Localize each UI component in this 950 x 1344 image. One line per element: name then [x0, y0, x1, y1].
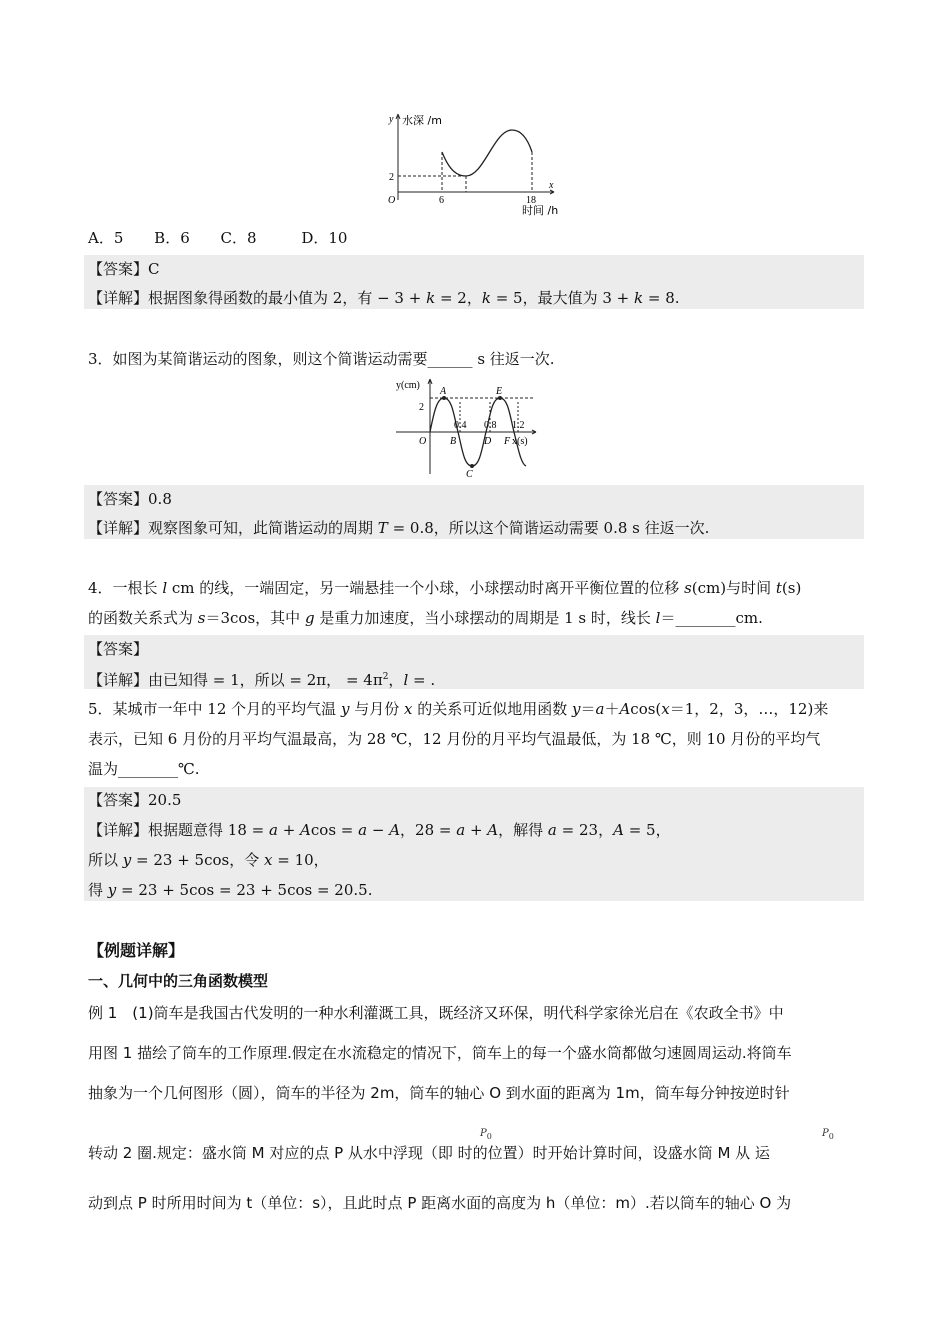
- y-tick-2: 2: [419, 402, 424, 413]
- section-title: 一、几何中的三角函数模型: [88, 972, 269, 990]
- point-a-label: A: [440, 386, 447, 397]
- y-axis-unit: 水深 /m: [402, 114, 442, 127]
- q2-detail: 【详解】根据图象得函数的最小值为 2，有 − 3 + k = 2，k = 5，最大值为 3 + k = 8.: [88, 289, 680, 307]
- q4-question-line2: 的函数关系式为 s＝3cos，其中 g 是重力加速度，当小球摆动的周期是 1 s 时，线长 l＝________cm.: [88, 609, 763, 627]
- point-c-label: C: [466, 469, 473, 480]
- point-b-label: B: [450, 436, 457, 447]
- depth-curve: [442, 130, 532, 176]
- q5-question-line3: 温为________℃.: [88, 760, 200, 778]
- q4-detail: 【详解】由已知得 = 1，所以 = 2π， = $4\pi^2$，l = .: [88, 671, 436, 689]
- q5-detail-line1: 【详解】根据题意得 18 = a + Acos = a − A，28 = a + A，解得 a = 23，A = 5，: [88, 821, 671, 839]
- q4-question-line1: 4．一根长 l cm 的线，一端固定，另一端悬挂一个小球，小球摆动时离开平衡位置的位移 s(cm)与时间 t(s): [88, 579, 802, 597]
- q5-answer: 【答案】20.5: [88, 791, 182, 809]
- q5-detail-line3: 得 y = 23 + 5cos = 23 + 5cos = 20.5.: [88, 881, 373, 899]
- x-axis-label: x(s): [512, 436, 528, 447]
- option-d: D．10: [301, 229, 348, 247]
- water-depth-figure: [386, 110, 566, 220]
- q3-detail: 【详解】观察图象可知，此简谐运动的周期 T = 0.8，所以这个简谐运动需要 0.8 s 往返一次.: [88, 519, 710, 537]
- example-line3: 抽象为一个几何图形（圆），筒车的半径为 2m，筒车的轴心 O 到水面的距离为 1m，筒车每分钟按逆时针: [88, 1084, 790, 1102]
- example-line1: 例 1 (1)筒车是我国古代发明的一种水利灌溉工具，既经济又环保，明代科学家徐光启在《农政全书》中: [88, 1004, 784, 1022]
- tick-0.8: 0.8: [484, 420, 497, 431]
- tick-label-18: 18: [526, 195, 536, 206]
- p0-marker-1: $P_0$: [480, 1128, 492, 1141]
- x-axis-unit: 时间 /h: [522, 204, 559, 217]
- point-f-label: F: [504, 436, 511, 447]
- tick-1.2: 1.2: [512, 420, 525, 431]
- q5-question-line1: 5．某城市一年中 12 个月的平均气温 y 与月份 x 的关系可近似地用函数 y＝a＋Acos(x＝1，2，3，…，12)来: [88, 700, 829, 718]
- q5-question-line2: 表示，已知 6 月份的月平均气温最高，为 28 ℃，12 月份的月平均气温最低，为 18 ℃，则 10 月份的平均气: [88, 730, 821, 748]
- answer-options: [88, 227, 347, 249]
- y-axis-label: y(cm): [396, 380, 420, 391]
- origin-label: O: [419, 436, 427, 447]
- origin-label: O: [388, 195, 396, 206]
- y-axis-label: y: [389, 114, 394, 125]
- tick-0.4: 0.4: [454, 420, 467, 431]
- tick-label-2: 2: [389, 172, 394, 183]
- point-e-label: E: [496, 386, 503, 397]
- point-d-label: D: [484, 436, 492, 447]
- example-line5: 动到点 P 时所用时间为 t（单位：s），且此时点 P 距离水面的高度为 h（单位：m）.若以筒车的轴心 O 为: [88, 1194, 792, 1212]
- option-a: A．5: [88, 229, 124, 247]
- harmonic-motion-figure: [394, 376, 540, 480]
- option-b: B．6: [154, 229, 190, 247]
- option-c: C．8: [220, 229, 257, 247]
- example-line2: 用图 1 描绘了筒车的工作原理.假定在水流稳定的情况下，筒车上的每一个盛水筒都做匀速圆周运动.将筒车: [88, 1044, 792, 1062]
- example-heading: 【例题详解】: [88, 941, 185, 960]
- q3-answer: 【答案】0.8: [88, 490, 172, 508]
- tick-label-6: 6: [439, 195, 444, 206]
- x-axis-label: x: [549, 180, 554, 191]
- q5-detail-line2: 所以 y = 23 + 5cos，令 x = 10，: [88, 851, 329, 869]
- example-line4: 转动 2 圈.规定：盛水筒 M 对应的点 P 从水中浮现（即 时的位置）时开始计算时间，设盛水筒 M 从 运: [88, 1144, 770, 1162]
- p0-marker-2: $P_0$: [822, 1128, 834, 1141]
- q4-answer: 【答案】: [88, 640, 149, 658]
- q3-question: 3．如图为某简谐运动的图象，则这个简谐运动需要______ s 往返一次.: [88, 350, 555, 368]
- q2-answer: 【答案】C: [88, 260, 160, 278]
